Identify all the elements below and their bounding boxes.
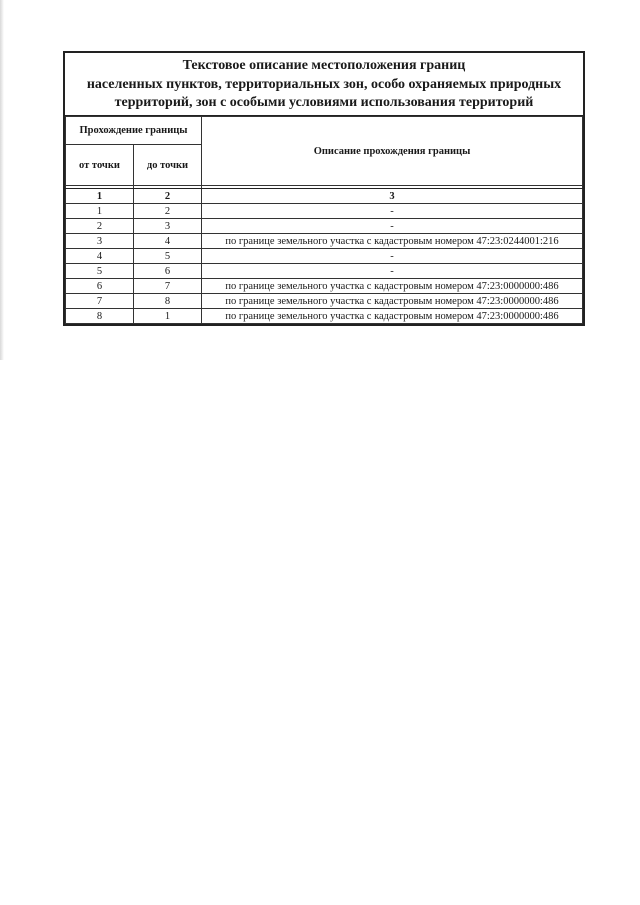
title-line-3: территорий, зон с особыми условиями использования территорий bbox=[114, 95, 534, 110]
description-cell: по границе земельного участка с кадастровым номером 47:23:0000000:486 bbox=[202, 309, 583, 324]
description-cell: - bbox=[202, 264, 583, 279]
to-point-cell: 4 bbox=[134, 234, 202, 249]
table-row bbox=[66, 234, 583, 249]
to-point-cell: 3 bbox=[134, 219, 202, 234]
table-row bbox=[66, 294, 583, 309]
from-point-cell: 6 bbox=[66, 279, 134, 294]
column-number-row bbox=[66, 189, 583, 204]
to-point-cell: 1 bbox=[134, 309, 202, 324]
table-row bbox=[66, 204, 583, 219]
column-number-1: 1 bbox=[66, 189, 134, 204]
header-row-1 bbox=[66, 117, 583, 145]
header-boundary-passage: Прохождение границы bbox=[66, 117, 202, 145]
description-cell: по границе земельного участка с кадастровым номером 47:23:0000000:486 bbox=[202, 294, 583, 309]
from-point-cell: 7 bbox=[66, 294, 134, 309]
table-row bbox=[66, 264, 583, 279]
description-cell: - bbox=[202, 249, 583, 264]
to-point-cell: 8 bbox=[134, 294, 202, 309]
from-point-cell: 3 bbox=[66, 234, 134, 249]
column-number-3: 3 bbox=[202, 189, 583, 204]
to-point-cell: 2 bbox=[134, 204, 202, 219]
scan-edge-shadow bbox=[0, 0, 4, 360]
table-row bbox=[66, 309, 583, 324]
to-point-cell: 5 bbox=[134, 249, 202, 264]
from-point-cell: 1 bbox=[66, 204, 134, 219]
boundary-table bbox=[65, 116, 583, 324]
from-point-cell: 5 bbox=[66, 264, 134, 279]
title-line-2: населенных пунктов, территориальных зон, особо охраняемых природных bbox=[86, 76, 562, 92]
boundary-description-frame bbox=[63, 51, 585, 326]
header-description: Описание прохождения границы bbox=[202, 117, 583, 186]
from-point-cell: 8 bbox=[66, 309, 134, 324]
description-cell: по границе земельного участка с кадастровым номером 47:23:0244001:216 bbox=[202, 234, 583, 249]
table-row bbox=[66, 279, 583, 294]
column-number-2: 2 bbox=[134, 189, 202, 204]
description-cell: - bbox=[202, 204, 583, 219]
title-line-1: Текстовое описание местоположения границ bbox=[182, 58, 466, 73]
from-point-cell: 2 bbox=[66, 219, 134, 234]
document-title bbox=[65, 53, 583, 116]
table-row bbox=[66, 249, 583, 264]
description-cell: - bbox=[202, 219, 583, 234]
header-from-point: от точки bbox=[66, 145, 134, 186]
to-point-cell: 7 bbox=[134, 279, 202, 294]
from-point-cell: 4 bbox=[66, 249, 134, 264]
table-row bbox=[66, 219, 583, 234]
header-to-point: до точки bbox=[134, 145, 202, 186]
to-point-cell: 6 bbox=[134, 264, 202, 279]
description-cell: по границе земельного участка с кадастровым номером 47:23:0000000:486 bbox=[202, 279, 583, 294]
